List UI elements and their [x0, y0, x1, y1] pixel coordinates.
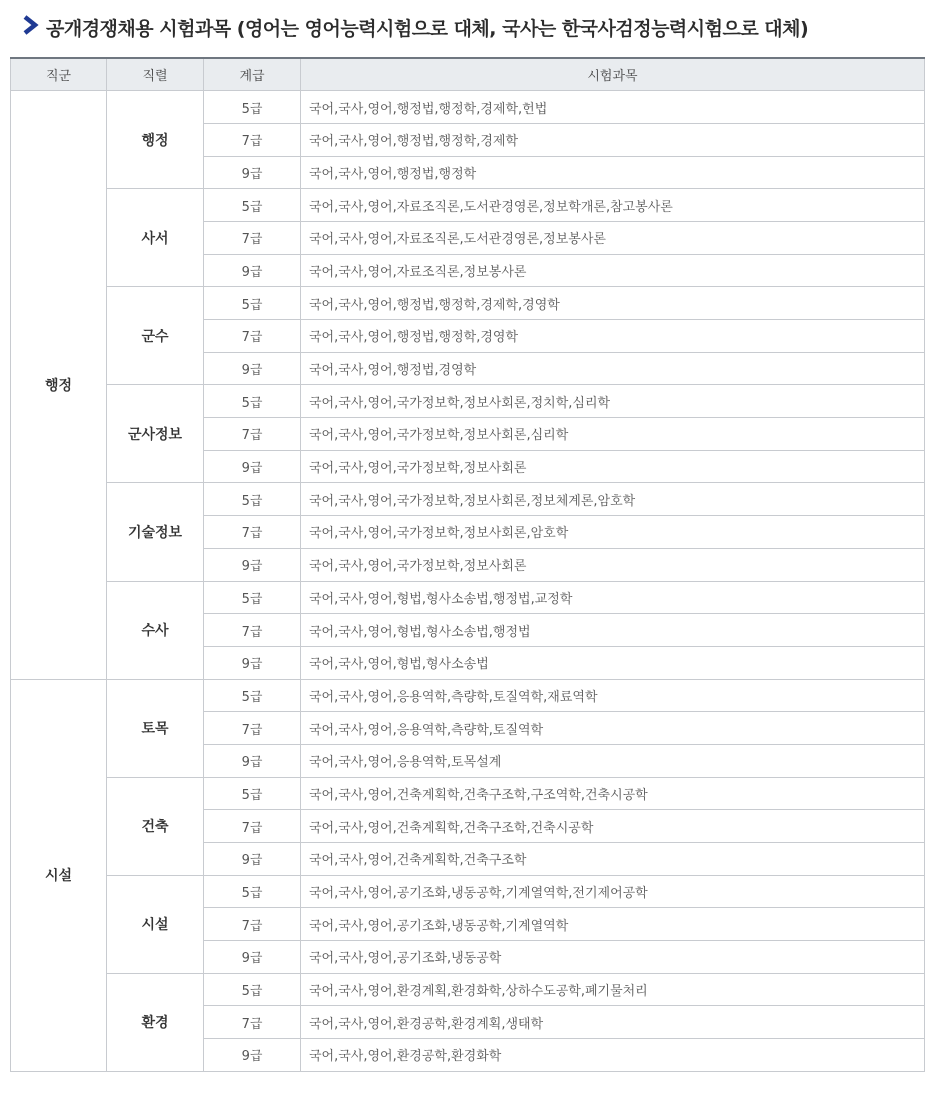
grade-cell: 7급: [204, 614, 301, 647]
subjects-cell: 국어,국사,영어,건축계획학,건축구조학: [301, 843, 925, 876]
table-row: [11, 679, 925, 712]
header-series: 직렬: [107, 58, 204, 91]
table-header-row: [11, 58, 925, 91]
grade-cell: 5급: [204, 91, 301, 124]
grade-cell: 7급: [204, 320, 301, 353]
table-row: [11, 581, 925, 614]
subjects-cell: 국어,국사,영어,자료조직론,도서관경영론,정보봉사론: [301, 221, 925, 254]
header-group: 직군: [11, 58, 107, 91]
table-row: [11, 385, 925, 418]
subjects-cell: 국어,국사,영어,건축계획학,건축구조학,건축시공학: [301, 810, 925, 843]
page-title-bar: [0, 0, 936, 52]
grade-cell: 5급: [204, 973, 301, 1006]
subjects-cell: 국어,국사,영어,환경공학,환경계획,생태학: [301, 1006, 925, 1039]
grade-cell: 7급: [204, 1006, 301, 1039]
table-row: [11, 777, 925, 810]
table-row: [11, 287, 925, 320]
subjects-cell: 국어,국사,영어,행정법,행정학: [301, 156, 925, 189]
grade-cell: 9급: [204, 548, 301, 581]
header-grade: 계급: [204, 58, 301, 91]
series-cell: 환경: [107, 973, 204, 1071]
grade-cell: 7급: [204, 810, 301, 843]
group-cell: 시설: [11, 679, 107, 1071]
subjects-cell: 국어,국사,영어,공기조화,냉동공학,기계열역학: [301, 908, 925, 941]
subjects-cell: 국어,국사,영어,행정법,행정학,경제학,경영학: [301, 287, 925, 320]
subjects-cell: 국어,국사,영어,공기조화,냉동공학: [301, 941, 925, 974]
grade-cell: 5급: [204, 679, 301, 712]
grade-cell: 5급: [204, 385, 301, 418]
grade-cell: 9급: [204, 254, 301, 287]
subjects-cell: 국어,국사,영어,국가정보학,정보사회론,정치학,심리학: [301, 385, 925, 418]
table-row: [11, 973, 925, 1006]
subjects-cell: 국어,국사,영어,환경공학,환경화학: [301, 1039, 925, 1072]
grade-cell: 7급: [204, 908, 301, 941]
series-cell: 시설: [107, 875, 204, 973]
table-row: [11, 91, 925, 124]
subjects-cell: 국어,국사,영어,국가정보학,정보사회론,암호학: [301, 516, 925, 549]
subjects-cell: 국어,국사,영어,응용역학,토목설계: [301, 744, 925, 777]
grade-cell: 7급: [204, 123, 301, 156]
series-cell: 수사: [107, 581, 204, 679]
subjects-cell: 국어,국사,영어,국가정보학,정보사회론: [301, 450, 925, 483]
grade-cell: 7급: [204, 712, 301, 745]
table-row: [11, 875, 925, 908]
subjects-cell: 국어,국사,영어,행정법,행정학,경제학: [301, 123, 925, 156]
grade-cell: 7급: [204, 221, 301, 254]
grade-cell: 5급: [204, 189, 301, 222]
grade-cell: 5급: [204, 287, 301, 320]
grade-cell: 5급: [204, 777, 301, 810]
series-cell: 사서: [107, 189, 204, 287]
grade-cell: 9급: [204, 156, 301, 189]
series-cell: 건축: [107, 777, 204, 875]
subjects-cell: 국어,국사,영어,행정법,경영학: [301, 352, 925, 385]
subjects-cell: 국어,국사,영어,행정법,행정학,경제학,헌법: [301, 91, 925, 124]
subjects-cell: 국어,국사,영어,응용역학,측량학,토질역학: [301, 712, 925, 745]
series-cell: 토목: [107, 679, 204, 777]
subjects-cell: 국어,국사,영어,형법,형사소송법,행정법: [301, 614, 925, 647]
series-cell: 기술정보: [107, 483, 204, 581]
grade-cell: 9급: [204, 941, 301, 974]
subjects-cell: 국어,국사,영어,형법,형사소송법,행정법,교정학: [301, 581, 925, 614]
group-cell: 행정: [11, 91, 107, 679]
exam-subjects-table: [10, 57, 925, 1072]
grade-cell: 5급: [204, 875, 301, 908]
series-cell: 군사정보: [107, 385, 204, 483]
grade-cell: 9급: [204, 646, 301, 679]
series-cell: 군수: [107, 287, 204, 385]
subjects-cell: 국어,국사,영어,국가정보학,정보사회론: [301, 548, 925, 581]
grade-cell: 9급: [204, 843, 301, 876]
subjects-cell: 국어,국사,영어,건축계획학,건축구조학,구조역학,건축시공학: [301, 777, 925, 810]
page-title: 공개경쟁채용 시험과목 (영어는 영어능력시험으로 대체, 국사는 한국사검정능력시험으로 대체): [46, 18, 809, 40]
grade-cell: 9급: [204, 450, 301, 483]
grade-cell: 7급: [204, 418, 301, 451]
grade-cell: 9급: [204, 1039, 301, 1072]
subjects-cell: 국어,국사,영어,국가정보학,정보사회론,정보체계론,암호학: [301, 483, 925, 516]
grade-cell: 7급: [204, 516, 301, 549]
table-row: [11, 189, 925, 222]
table-row: [11, 483, 925, 516]
subjects-cell: 국어,국사,영어,자료조직론,정보봉사론: [301, 254, 925, 287]
subjects-cell: 국어,국사,영어,형법,형사소송법: [301, 646, 925, 679]
grade-cell: 5급: [204, 581, 301, 614]
chevron-right-icon: [22, 14, 40, 36]
grade-cell: 9급: [204, 352, 301, 385]
subjects-cell: 국어,국사,영어,국가정보학,정보사회론,심리학: [301, 418, 925, 451]
table-body: [11, 91, 925, 1072]
subjects-cell: 국어,국사,영어,응용역학,측량학,토질역학,재료역학: [301, 679, 925, 712]
series-cell: 행정: [107, 91, 204, 189]
subjects-cell: 국어,국사,영어,행정법,행정학,경영학: [301, 320, 925, 353]
grade-cell: 9급: [204, 744, 301, 777]
subjects-cell: 국어,국사,영어,공기조화,냉동공학,기계열역학,전기제어공학: [301, 875, 925, 908]
subjects-cell: 국어,국사,영어,환경계획,환경화학,상하수도공학,폐기물처리: [301, 973, 925, 1006]
grade-cell: 5급: [204, 483, 301, 516]
header-subjects: 시험과목: [301, 58, 925, 91]
subjects-cell: 국어,국사,영어,자료조직론,도서관경영론,정보학개론,참고봉사론: [301, 189, 925, 222]
